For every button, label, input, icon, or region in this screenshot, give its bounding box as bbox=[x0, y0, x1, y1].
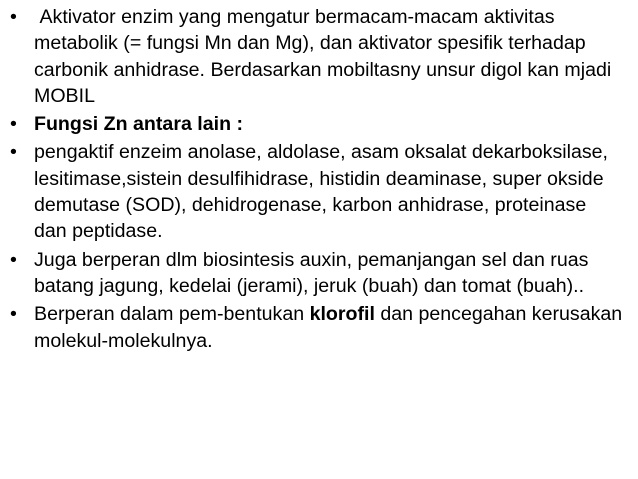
list-item bbox=[10, 247, 624, 300]
bullet-text bbox=[34, 301, 628, 354]
bullet-icon: • bbox=[10, 6, 17, 28]
list-item bbox=[10, 111, 624, 137]
list-item bbox=[10, 4, 624, 109]
section-heading: Fungsi Zn antara lain : bbox=[34, 113, 244, 136]
bullet-text: Aktivator enzim yang mengatur bermacam-macam aktivitas metabolik (= fungsi Mn dan Mg), dan aktivator spesifik terhadap carbonik anhidrase. Berdasarkan mobiltasny unsur digol kan mjadi MOBIL bbox=[34, 6, 617, 107]
list-item bbox=[10, 139, 624, 244]
bullet-icon: • bbox=[10, 248, 17, 271]
bullet-text: Juga berperan dlm biosintesis auxin, pemanjangan sel dan ruas batang jagung, kedelai (jerami), jeruk (buah) dan tomat (buah).. bbox=[34, 248, 589, 297]
bullet-icon: • bbox=[10, 303, 17, 326]
bullet-text: pengaktif enzeim anolase, aldolase, asam oksalat dekarboksilase, lesitimase,sistein desulfihidrase, histidin deaminase, super okside demutase (SOD), dehidrogenase, karbon anhidrase, proteinase dan peptidase. bbox=[34, 141, 608, 243]
bullet-icon: • bbox=[10, 113, 17, 136]
bullet-text-part: dan pencegahan kerusakan molekul-molekulnya. bbox=[34, 303, 628, 352]
bullet-text-part: Berperan dalam pem-bentukan bbox=[34, 303, 310, 326]
bullet-list bbox=[10, 4, 628, 354]
bullet-icon: • bbox=[10, 141, 17, 164]
list-item bbox=[10, 301, 628, 354]
emphasis-text: klorofil bbox=[309, 303, 375, 326]
